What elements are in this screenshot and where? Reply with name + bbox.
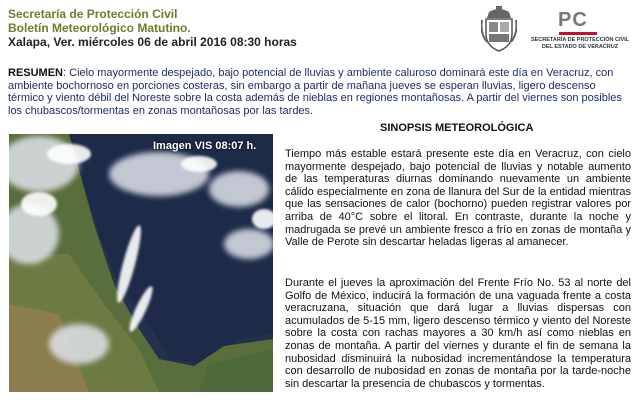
synopsis-paragraph-2: Durante el jueves la aproximación del Frente Frío No. 53 al norte del Golfo de México, inducirá la formación de una vaguada frente a costa veracruzana, situación que dará lugar a lluvias dispersas con acumulados de 5-15 mm, ligero descenso térmico y viento del Noreste sobre la costa con rachas mayores a 30 km/h así como nieblas en zonas de montaña. A partir del viernes y durante el fin de semana la nubosidad disminuirá la nubosidad incrementándose la temperatura con desarrollo de nubosidad en zonas de montaña por la tarde-noche sin descartar la presencia de chubascos y tormentas. <box>285 277 631 390</box>
synopsis-paragraph-1: Tiempo más estable estará presente este día en Veracruz, con cielo mayormente despejado, bajo potencial de lluvias y notable aumento de las temperaturas diurnas dominando nuevamente un ambiente cálido especialmente en zona de llanura del Sur de la entidad mientras que las sensaciones de calor (bochorno) pueden registrar valores por arriba de 40°C sobre el litoral. En contraste, durante la noche y madrugada se prevé un ambiente fresco a frío en zonas de montaña y Valle de Perote sin descartar heladas ligeras al amanecer. <box>285 148 631 249</box>
pc-logo-abbrev: PC <box>558 9 588 31</box>
pc-logo-subtitle-2: DEL ESTADO DE VERACRUZ <box>541 43 619 50</box>
agency-name: Secretaría de Protección Civil <box>8 7 178 21</box>
pc-logo-subtitle-1: SECRETARÍA DE PROTECCIÓN CIVIL <box>530 37 630 43</box>
bulletin-title: Boletín Meteorológico Matutino. <box>8 21 191 35</box>
bulletin-date: Xalapa, Ver. miércoles 06 de abril 2016 08:30 horas <box>8 35 297 49</box>
summary-label: RESUMEN <box>8 67 64 79</box>
veracruz-seal-icon <box>481 6 517 52</box>
summary-text: : Cielo mayormente despejado, bajo potencial de lluvias y ambiente caluroso dominará este día en Veracruz, con ambiente bochornoso en porciones costeras, sin embargo a partir de mañana jueves se esperan lluvias, ligero descenso térmico y viento débil del Noreste sobre la costa además de nieblas en regiones montañosas. A partir del viernes son posibles los chubascos/tormentas en zonas montañosas por las tardes. <box>8 67 622 117</box>
bulletin-header <box>8 7 348 49</box>
pc-logo-bar <box>559 32 597 35</box>
summary-paragraph <box>8 67 632 117</box>
pc-logo <box>525 10 635 50</box>
satellite-caption: Imagen VIS 08:07 h. <box>153 140 257 152</box>
satellite-image <box>9 134 273 392</box>
synopsis-title: SINOPSIS METEOROLÓGICA <box>380 122 534 134</box>
